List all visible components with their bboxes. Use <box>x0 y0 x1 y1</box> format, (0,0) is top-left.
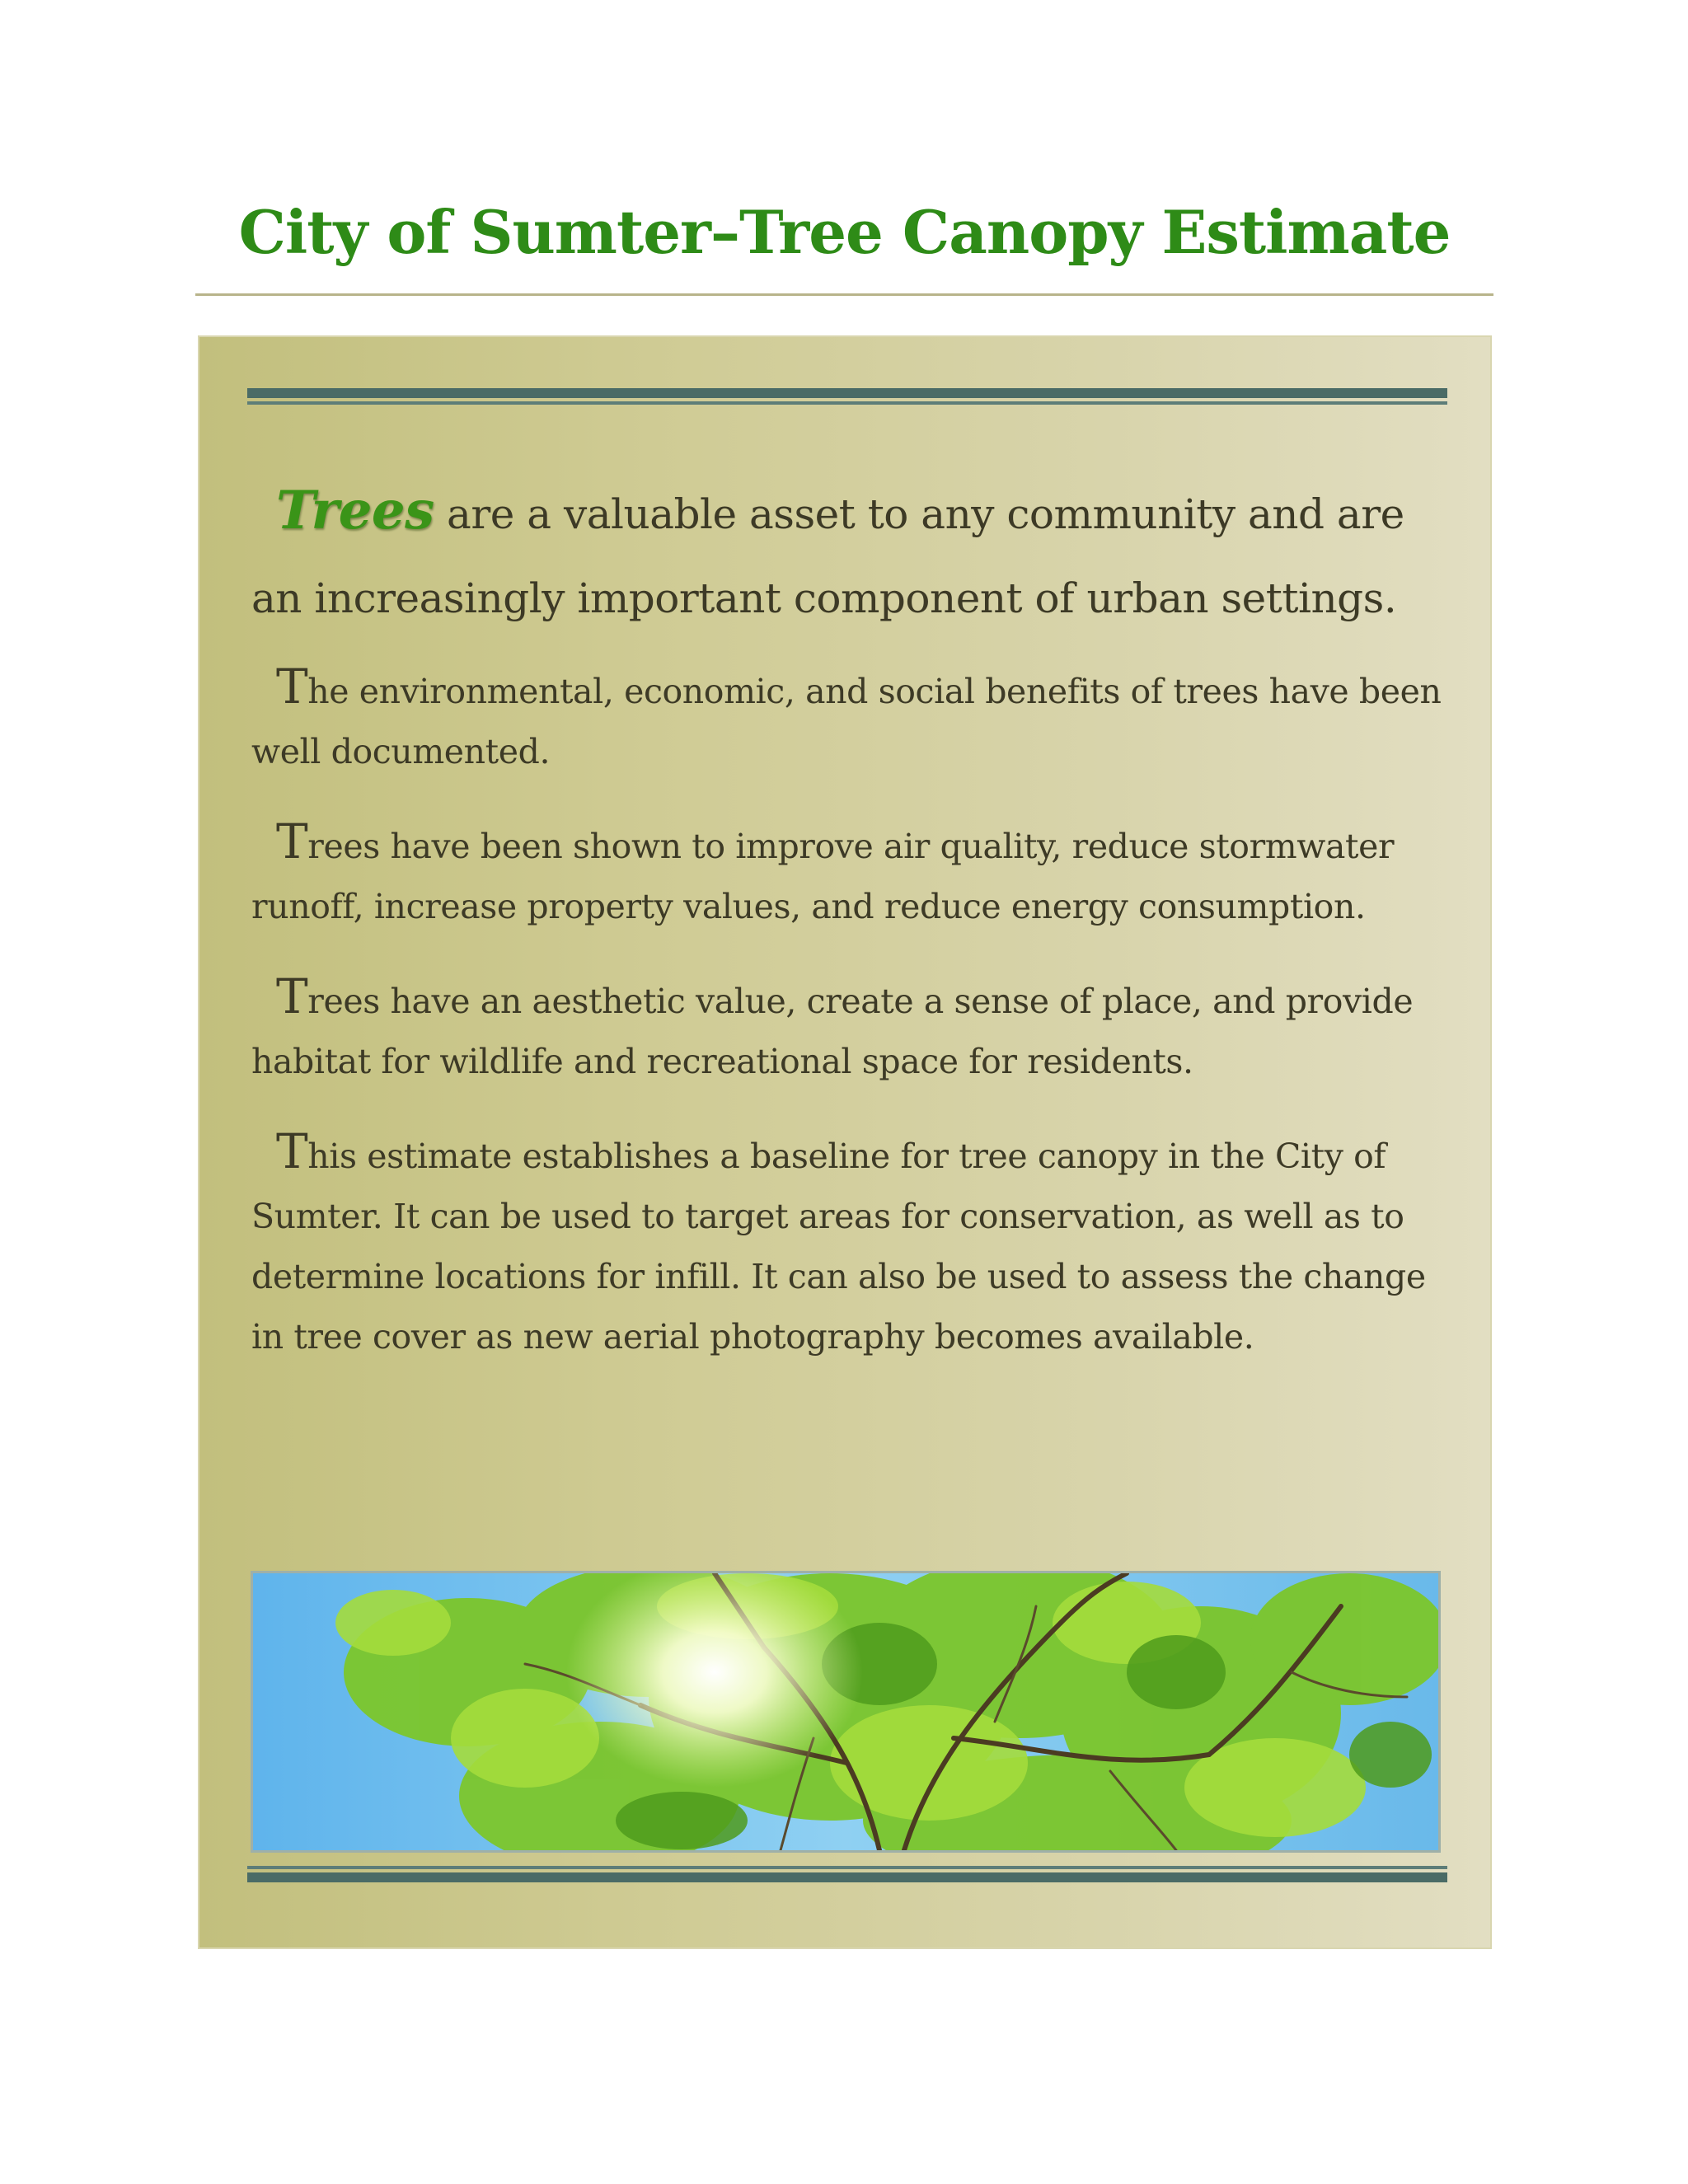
tree-canopy-photo <box>251 1571 1441 1853</box>
bottom-accent-band <box>247 1866 1447 1884</box>
paragraph-text: he environmental, economic, and social benefits of trees have been well documented. <box>251 672 1442 771</box>
paragraph-initial: T <box>276 658 308 715</box>
paragraph-benefits <box>251 657 1455 782</box>
paragraph-aesthetic <box>251 967 1455 1092</box>
paragraph-estimate <box>251 1122 1455 1367</box>
page-title: City of Sumter–Tree Canopy Estimate <box>238 197 1451 267</box>
intro-lead-word: Trees <box>276 480 434 541</box>
paragraph-initial: T <box>276 813 308 869</box>
title-divider <box>195 293 1493 296</box>
intro-text: are a valuable asset to any community and are an increasingly important component of urban settings. <box>251 490 1404 622</box>
paragraph-text: his estimate establishes a baseline for tree canopy in the City of Sumter. It can be used to target areas for conservation, as well as to determine locations for infill. It can also be used to assess the change in tree cover as new aerial photography becomes available. <box>251 1137 1426 1357</box>
paragraph-initial: T <box>276 968 308 1024</box>
body-text <box>251 469 1455 1397</box>
intro-paragraph <box>251 469 1455 640</box>
paragraph-text: rees have been shown to improve air quality, reduce stormwater runoff, increase property values, and reduce energy consumption. <box>251 827 1395 926</box>
paragraph-initial: T <box>276 1123 308 1179</box>
content-panel <box>198 335 1492 1949</box>
paragraph-text: rees have an aesthetic value, create a sense of place, and provide habitat for wildlife and recreational space for residents. <box>251 982 1414 1081</box>
paragraph-environment <box>251 812 1455 937</box>
top-accent-band <box>247 388 1447 406</box>
